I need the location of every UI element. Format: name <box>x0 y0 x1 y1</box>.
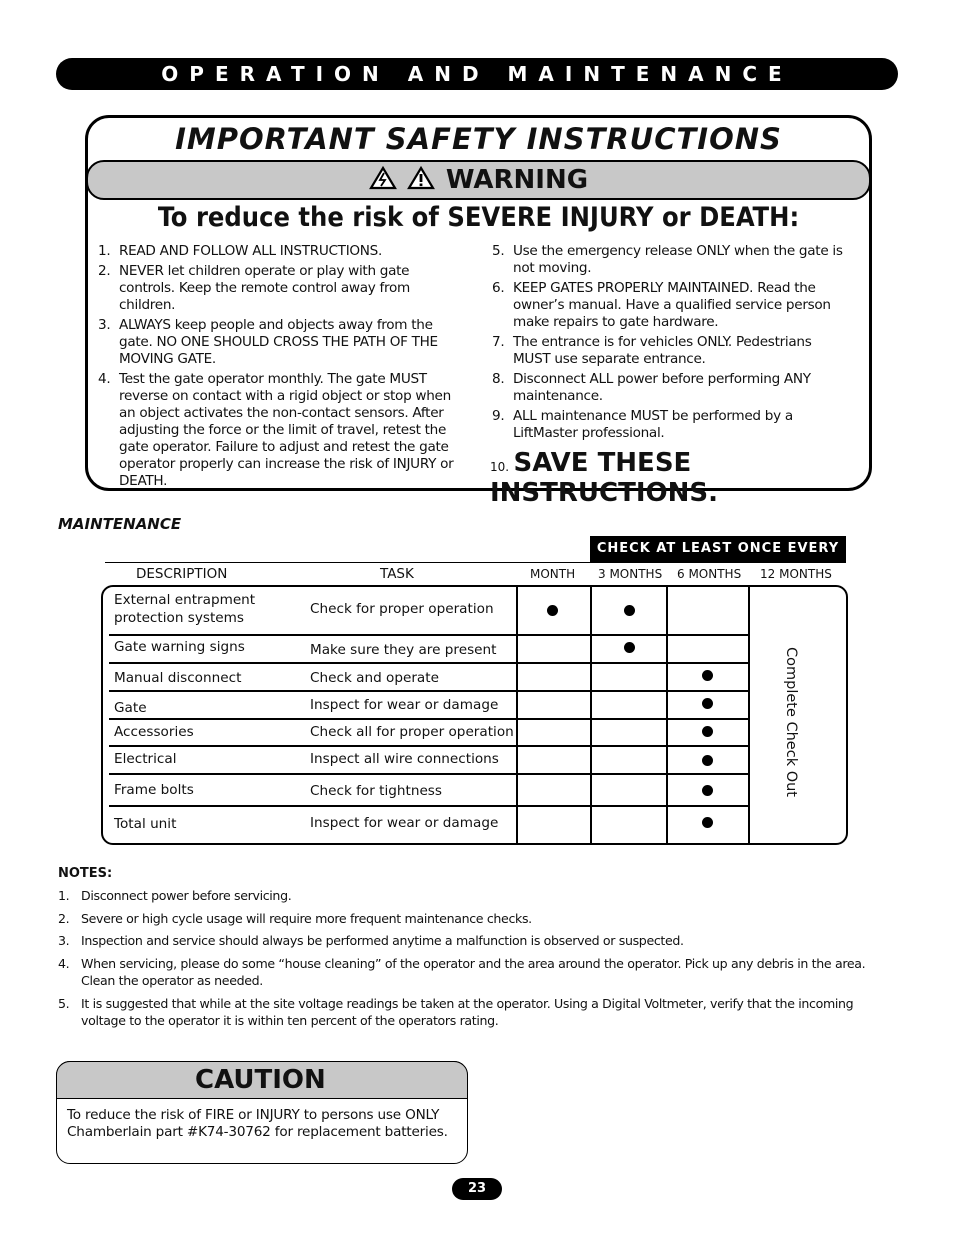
table-row-description: Accessories <box>114 724 194 740</box>
list-item: 8. Disconnect ALL power before performing ANY maintenance. <box>492 371 811 404</box>
risk-heading: To reduce the risk of SEVERE INJURY or DEATH: <box>157 202 800 233</box>
page-number: 23 <box>452 1178 502 1200</box>
maintenance-table <box>101 585 848 845</box>
table-row-description: Gate warning signs <box>114 639 245 655</box>
row-divider <box>109 718 749 720</box>
list-item: 7. The entrance is for vehicles ONLY. Pedestrians MUST use separate entrance. <box>492 334 812 367</box>
section-header-bar <box>56 58 898 90</box>
list-item: 4. Test the gate operator monthly. The gate MUST reverse on contact with a rigid object or stop when an object activates the non-contact sensors. After adjusting the force or the limit of travel, retest the gate operator. Failure to adjust and retest the gate operator properly can increase the risk of INJURY or DEATH. <box>98 371 454 489</box>
save-instructions-line <box>490 448 869 508</box>
row-divider <box>109 662 749 664</box>
row-divider <box>109 634 749 636</box>
column-header-rule <box>105 562 846 563</box>
col-6months-header: 6 MONTHS <box>677 567 742 581</box>
caution-text: To reduce the risk of FIRE or INJURY to persons use ONLY Chamberlain part #K74-30762 for replacement batteries. <box>67 1107 448 1140</box>
instructions-left-list <box>98 243 468 493</box>
row-divider <box>109 805 749 807</box>
table-row-task: Make sure they are present <box>310 642 497 658</box>
check-dot-6months <box>702 726 713 737</box>
row-divider <box>109 773 749 775</box>
table-row-description: Manual disconnect <box>114 670 242 686</box>
caution-label: CAUTION <box>195 1065 326 1095</box>
list-item: 3. Inspection and service should always be performed anytime a malfunction is observed or suspected. <box>58 933 684 948</box>
section-title: OPERATION AND MAINTENANCE <box>161 62 793 86</box>
check-dot-6months <box>702 698 713 709</box>
list-item: 1. Disconnect power before servicing. <box>58 888 292 903</box>
list-item: 6. KEEP GATES PROPERLY MAINTAINED. Read the owner’s manual. Have a qualified service person make repairs to gate hardware. <box>492 280 831 330</box>
caution-box <box>56 1061 468 1164</box>
warning-banner <box>86 160 871 200</box>
check-dot-6months <box>702 670 713 681</box>
check-dot-month <box>547 605 558 616</box>
complete-check-out-label: Complete Check Out <box>783 647 799 797</box>
row-divider <box>109 745 749 747</box>
list-item: 3. ALWAYS keep people and objects away from the gate. NO ONE SHOULD CROSS THE PATH OF THE MOVING GATE. <box>98 317 438 367</box>
table-row-description: Electrical <box>114 751 177 767</box>
row-divider <box>109 690 749 692</box>
list-item: 9. ALL maintenance MUST be performed by a LiftMaster professional. <box>492 408 793 441</box>
notes-list <box>58 887 894 1035</box>
col-description-header: DESCRIPTION <box>136 566 228 582</box>
col-3months-header: 3 MONTHS <box>598 567 663 581</box>
list-item: 5. Use the emergency release ONLY when the gate is not moving. <box>492 243 843 276</box>
list-item: 1. READ AND FOLLOW ALL INSTRUCTIONS. <box>98 243 383 259</box>
safety-title: IMPORTANT SAFETY INSTRUCTIONS <box>175 122 782 156</box>
save-number: 10. <box>490 460 510 474</box>
table-row-task: Check all for proper operation <box>310 724 514 740</box>
table-row-task: Check and operate <box>310 670 439 686</box>
notes-title: NOTES: <box>58 866 113 881</box>
table-row-description: Frame bolts <box>114 782 194 798</box>
check-dot-3months <box>624 605 635 616</box>
col-12months-header: 12 MONTHS <box>760 567 832 581</box>
list-item: 2. Severe or high cycle usage will require more frequent maintenance checks. <box>58 910 532 926</box>
check-frequency-header: CHECK AT LEAST ONCE EVERY <box>590 536 846 562</box>
caution-banner <box>56 1061 468 1099</box>
table-row-task: Check for tightness <box>310 783 442 799</box>
table-row-description: Total unit <box>114 816 177 832</box>
warning-triangle-icon <box>407 166 435 195</box>
check-dot-3months <box>624 642 635 653</box>
maintenance-title: MAINTENANCE <box>58 515 182 533</box>
table-row-task: Inspect for wear or damage <box>310 697 499 713</box>
list-item: 5. It is suggested that while at the site voltage readings be taken at the operator. Using a Digital Voltmeter, verify that the incoming voltage to the operator it is within ten percent of the operators rating. <box>58 995 854 1028</box>
check-dot-6months <box>702 817 713 828</box>
table-row-task: Inspect all wire connections <box>310 751 499 767</box>
table-row-description: External entrapment protection systems <box>114 592 256 626</box>
list-item: 2. NEVER let children operate or play with gate controls. Keep the remote control away from children. <box>98 263 410 313</box>
warning-label: WARNING <box>445 165 589 195</box>
list-item: 4. When servicing, please do some “house cleaning” of the operator and the area around the operator. Pick up any debris in the area. Clean the operator as needed. <box>58 955 866 988</box>
instructions-right-list <box>492 243 852 445</box>
col-task-header: TASK <box>380 566 414 582</box>
save-instructions-text: SAVE THESE INSTRUCTIONS. <box>490 448 718 508</box>
check-dot-6months <box>702 785 713 796</box>
electric-hazard-icon <box>369 166 397 195</box>
col-month-header: MONTH <box>530 567 576 581</box>
table-row-task: Inspect for wear or damage <box>310 815 499 831</box>
safety-instructions-box <box>85 115 872 508</box>
check-dot-6months <box>702 755 713 766</box>
table-row-description: Gate <box>114 700 147 716</box>
table-row-task: Check for proper operation <box>310 601 494 617</box>
